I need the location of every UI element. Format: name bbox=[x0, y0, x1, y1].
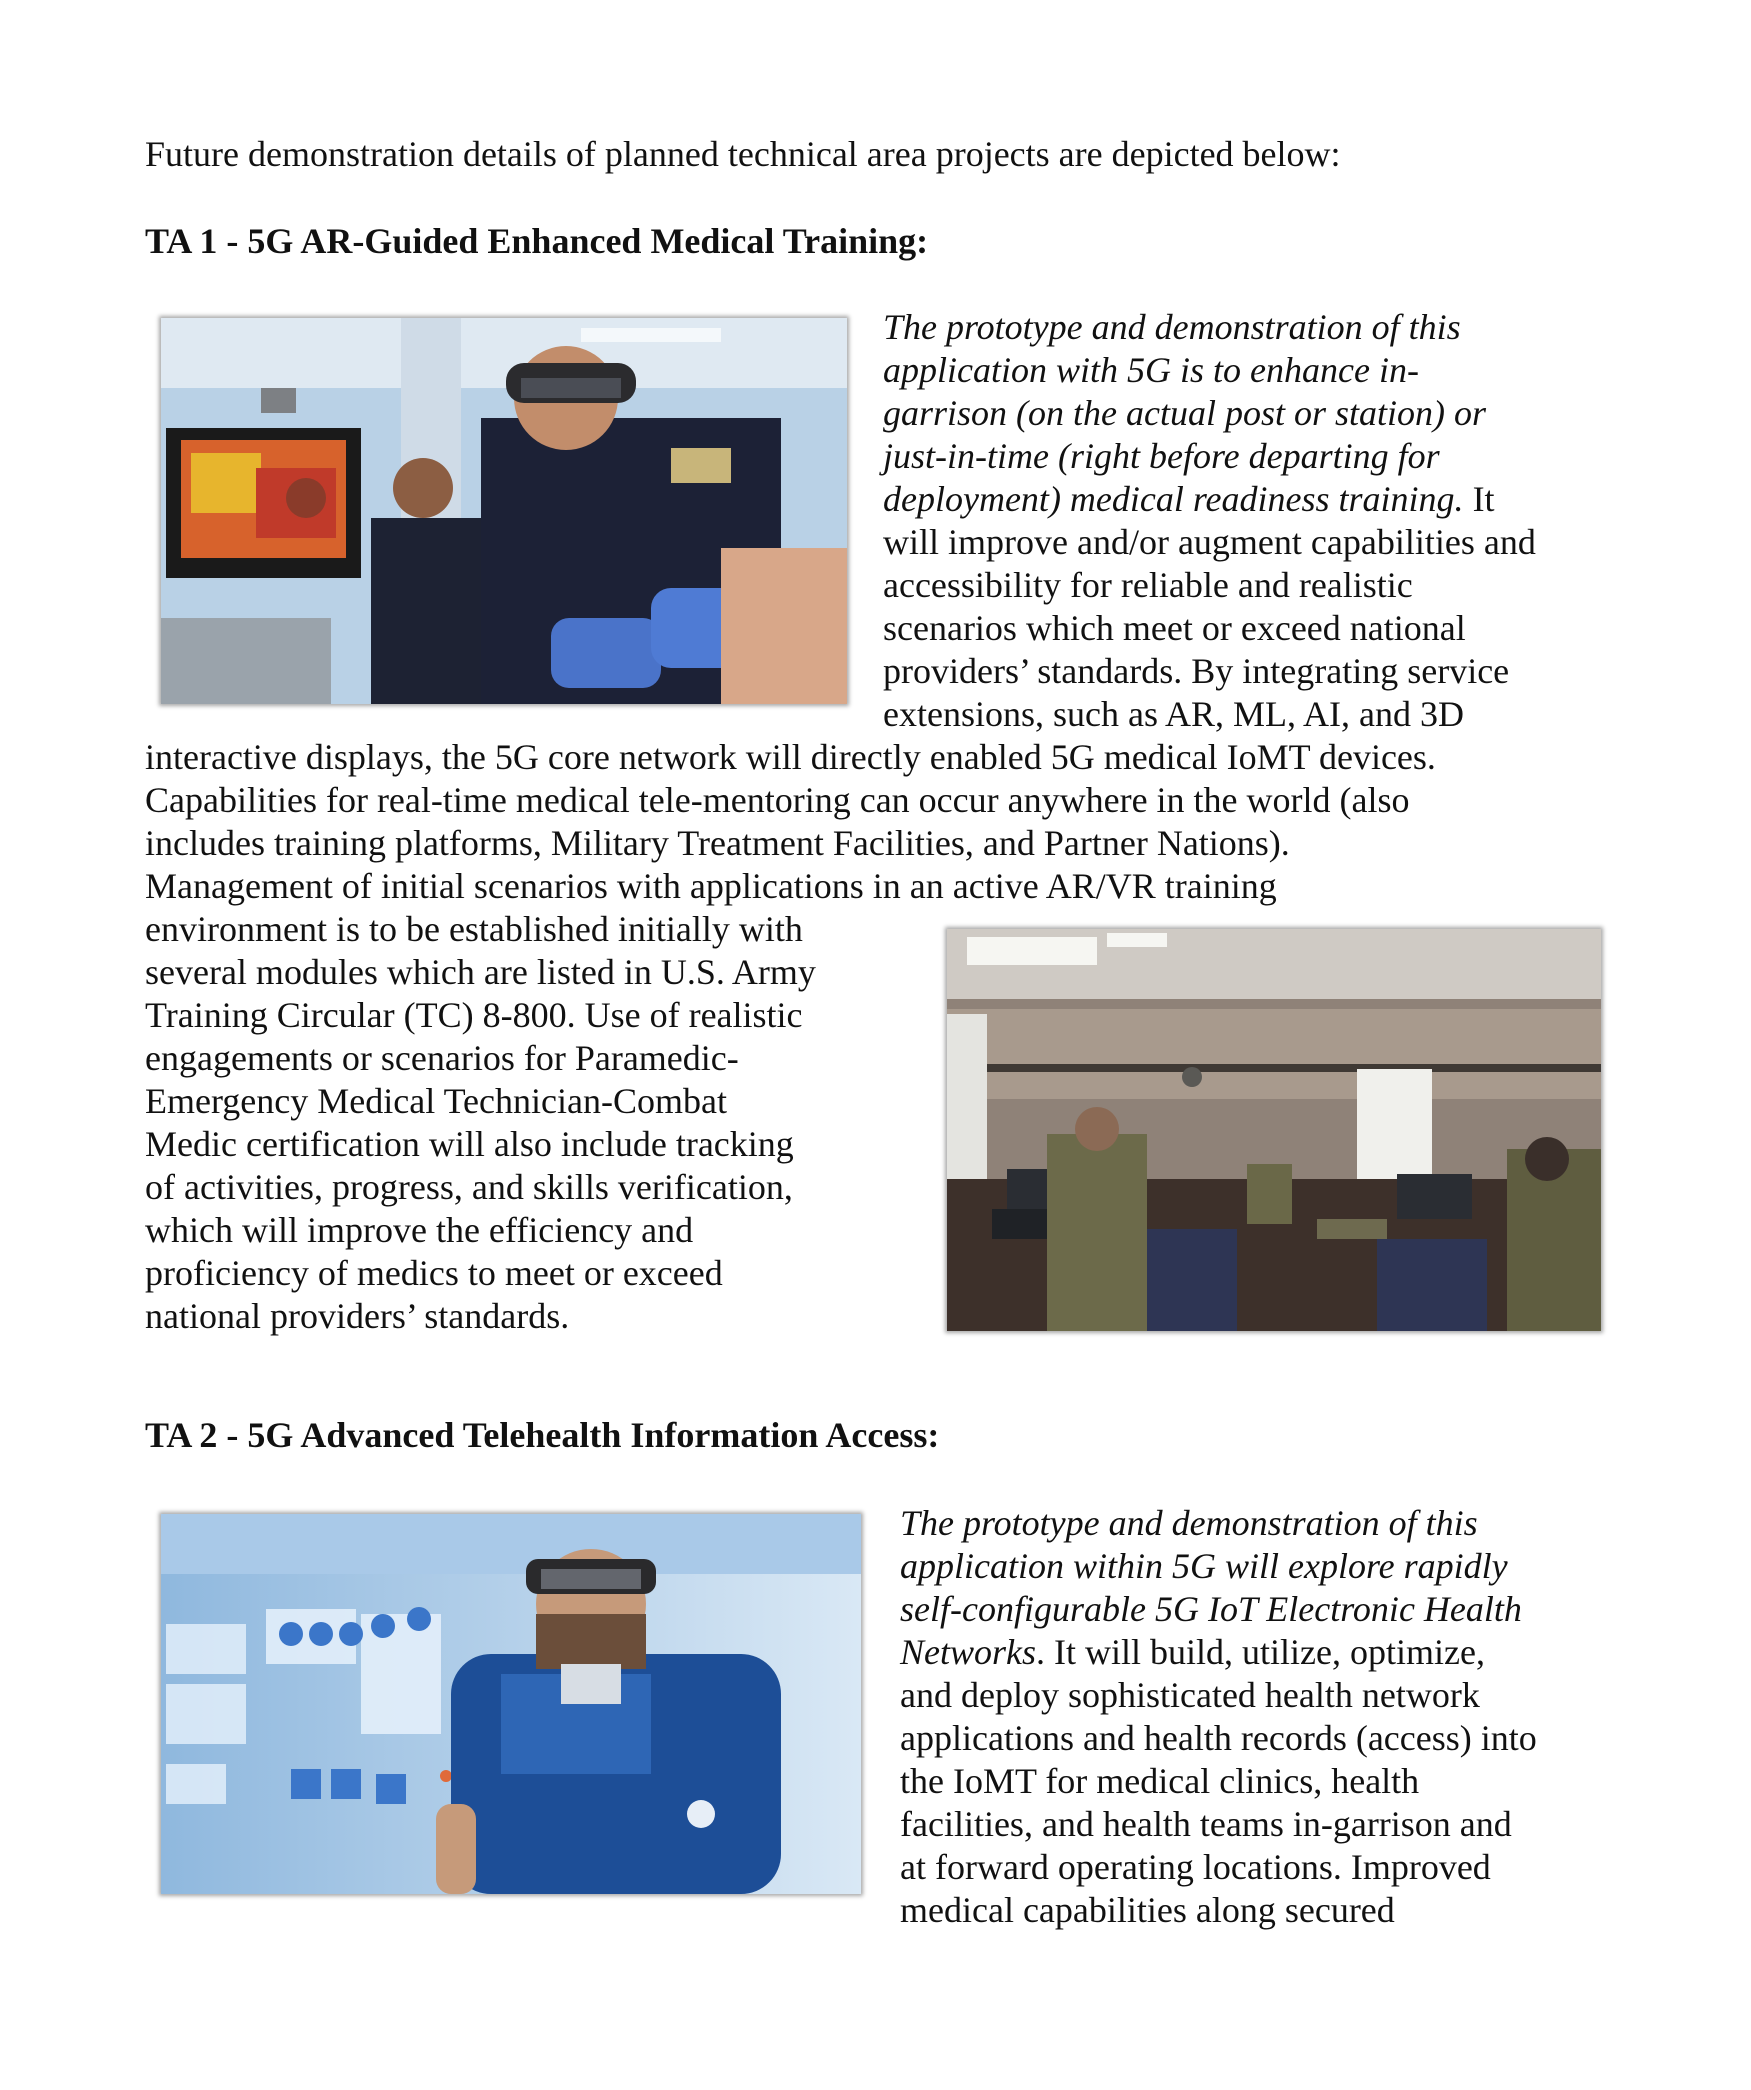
text-line: environment is to be established initially with bbox=[145, 909, 803, 949]
text-line: providers’ standards. By integrating service bbox=[883, 651, 1510, 691]
text-line: engagements or scenarios for Paramedic- bbox=[145, 1038, 739, 1078]
text-line: application within 5G will explore rapidly bbox=[900, 1546, 1508, 1586]
ta1-heading: TA 1 - 5G AR-Guided Enhanced Medical Training: bbox=[145, 221, 929, 261]
text-line: Training Circular (TC) 8-800. Use of realistic bbox=[145, 995, 803, 1035]
text-line: which will improve the efficiency and bbox=[145, 1210, 694, 1250]
text-line: facilities, and health teams in-garrison and bbox=[900, 1804, 1512, 1844]
text-line: just-in-time (right before departing for bbox=[883, 436, 1440, 476]
text-line: medical capabilities along secured bbox=[900, 1890, 1395, 1930]
text-line: and deploy sophisticated health network bbox=[900, 1675, 1480, 1715]
text-line: Emergency Medical Technician-Combat bbox=[145, 1081, 727, 1121]
ar-telehealth-photo bbox=[161, 1514, 861, 1894]
text-line: national providers’ standards. bbox=[145, 1296, 570, 1336]
text-line: scenarios which meet or exceed national bbox=[883, 608, 1466, 648]
text-line: will improve and/or augment capabilities and bbox=[883, 522, 1536, 562]
text-line: several modules which are listed in U.S. Army bbox=[145, 952, 816, 992]
text-line: proficiency of medics to meet or exceed bbox=[145, 1253, 723, 1293]
text-line: The prototype and demonstration of this bbox=[883, 307, 1461, 347]
text-line: self-configurable 5G IoT Electronic Health bbox=[900, 1589, 1522, 1629]
text-line: applications and health records (access) into bbox=[900, 1718, 1537, 1758]
text-line: The prototype and demonstration of this bbox=[900, 1503, 1478, 1543]
text-line: application with 5G is to enhance in- bbox=[883, 350, 1419, 390]
text-line: Capabilities for real-time medical tele-mentoring can occur anywhere in the world (also bbox=[145, 780, 1410, 820]
ta2-heading: TA 2 - 5G Advanced Telehealth Information Access: bbox=[145, 1415, 940, 1455]
text-line: Management of initial scenarios with applications in an active AR/VR training bbox=[145, 866, 1277, 906]
text-line: deployment) medical readiness training. It bbox=[883, 479, 1495, 519]
text-line: Medic certification will also include tracking bbox=[145, 1124, 794, 1164]
classroom-training-photo bbox=[947, 929, 1601, 1331]
text-line: interactive displays, the 5G core network will directly enabled 5G medical IoMT devices. bbox=[145, 737, 1436, 777]
text-line: the IoMT for medical clinics, health bbox=[900, 1761, 1420, 1801]
text-line: Networks. It will build, utilize, optimize, bbox=[900, 1632, 1485, 1672]
text-line: includes training platforms, Military Treatment Facilities, and Partner Nations). bbox=[145, 823, 1290, 863]
intro-text: Future demonstration details of planned technical area projects are depicted below: bbox=[145, 134, 1341, 174]
text-line: accessibility for reliable and realistic bbox=[883, 565, 1413, 605]
text-line: at forward operating locations. Improved bbox=[900, 1847, 1491, 1887]
text-line: garrison (on the actual post or station) or bbox=[883, 393, 1487, 433]
text-line: of activities, progress, and skills verification, bbox=[145, 1167, 793, 1207]
text-line: extensions, such as AR, ML, AI, and 3D bbox=[883, 694, 1464, 734]
ar-medical-training-photo bbox=[161, 318, 847, 704]
